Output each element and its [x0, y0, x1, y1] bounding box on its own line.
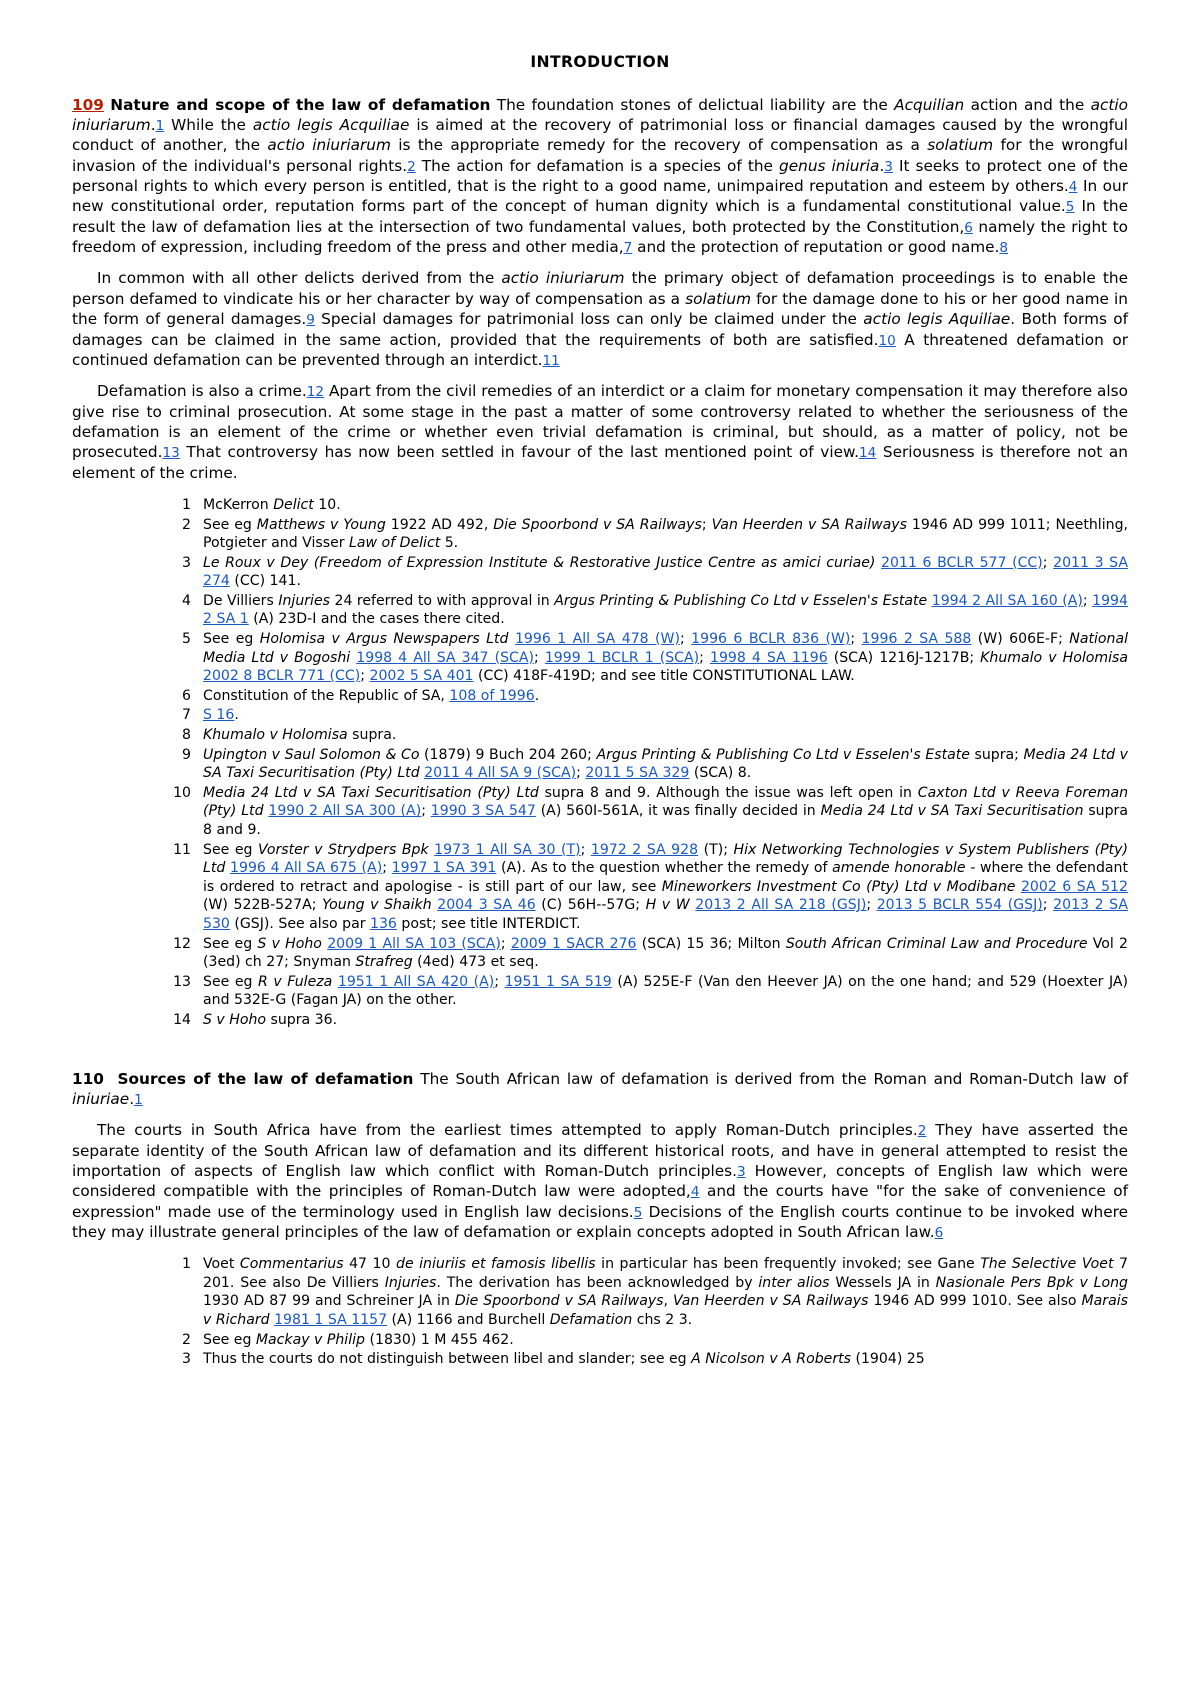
footnote-ref-5[interactable]: 5	[633, 1204, 643, 1221]
citation-link[interactable]: 2011 5 SA 329	[585, 765, 690, 782]
footnote-ref-1[interactable]: 1	[134, 1091, 143, 1108]
citation-link[interactable]: 1996 4 All SA 675 (A)	[230, 860, 383, 877]
section-110-paragraph-1	[72, 1069, 1128, 1110]
footnote-item	[157, 592, 1128, 629]
footnote-ref-12[interactable]: 12	[306, 384, 325, 401]
citation-link[interactable]: 2004 3 SA 46	[437, 897, 536, 914]
footnote-number: 8	[182, 727, 191, 744]
citation-link[interactable]: 1999 1 BCLR 1 (SCA)	[544, 649, 700, 666]
footnote-text: De Villiers Injuries 24 referred to with approval in Argus Printing & Publishing Co Ltd v Esselen's Estate 1994 2 All SA 160 (A); 1994 2 SA 1 (A) 23D-I and the cases there cited.	[203, 592, 1128, 628]
footnote-text: See eg R v Fuleza 1951 1 All SA 420 (A); 1951 1 SA 519 (A) 525E-F (Van den Heever JA) on the one hand; and 529 (Hoexter JA) and 532E-G (Fagan JA) on the other.	[203, 973, 1128, 1009]
footnote-number: 1	[182, 496, 191, 513]
citation-link[interactable]: 1951 1 SA 519	[504, 973, 612, 990]
footnote-item	[157, 516, 1128, 553]
citation-link[interactable]: 2013 2 SA 530	[203, 897, 1129, 932]
section-110-paragraph-2: The courts in South Africa have from the earliest times attempted to apply Roman-Dutch principles.2 They have asserted the separate identity of the South African law of defamation and its different historical roots, and have in general attempted to resist the importation of aspects of English law which conflict with Roman-Dutch principles.3 However, concepts of English law which were considered compatible with the principles of Roman-Dutch law were adopted,4 and the courts have "for the sake of convenience of expression" made use of the terminology used in English law decisions.5 Decisions of the English courts continue to be invoked where they may illustrate general principles of the law of defamation or explain concepts adopted in South African law.6	[72, 1121, 1129, 1241]
footnote-number: 14	[173, 1011, 191, 1028]
footnote-text: See eg Vorster v Strydpers Bpk 1973 1 All SA 30 (T); 1972 2 SA 928 (T); Hix Networking Technologies v System Publishers (Pty) Ltd 1996 4 All SA 675 (A); 1997 1 SA 391 (A). As to the question whether the remedy of amende honorable - where the defendant is ordered to retract and apologise - is still part of our law, see Mineworkers Investment Co (Pty) Ltd v Modibane 2002 6 SA 512 (W) 522B-527A; Young v Shaikh 2004 3 SA 46 (C) 56H--57G; H v W 2013 2 All SA 218 (GSJ); 2013 5 BCLR 554 (GSJ); 2013 2 SA 530 (GSJ). See also par 136 post; see title INTERDICT.	[203, 841, 1129, 932]
footnote-ref-3[interactable]: 3	[884, 158, 893, 175]
footnote-text: See eg Holomisa v Argus Newspapers Ltd 1996 1 All SA 478 (W); 1996 6 BCLR 836 (W); 1996 2 SA 588 (W) 606E-F; National Media Ltd v Bogoshi 1998 4 All SA 347 (SCA); 1999 1 BCLR 1 (SCA); 1998 4 SA 1196 (SCA) 1216J-1217B; Khumalo v Holomisa 2002 8 BCLR 771 (CC); 2002 5 SA 401 (CC) 418F-419D; and see title CONSTITUTIONAL LAW.	[203, 631, 1129, 685]
section-110-number: 110	[72, 1069, 104, 1088]
footnote-item	[157, 726, 1128, 745]
citation-link[interactable]: 2013 2 All SA 218 (GSJ)	[695, 897, 867, 914]
footnote-text: Khumalo v Holomisa supra.	[203, 727, 397, 744]
footnote-text: Le Roux v Dey (Freedom of Expression Institute & Restorative Justice Centre as amici curiae) 2011 6 BCLR 577 (CC); 2011 3 SA 274 (CC) 141.	[203, 554, 1129, 590]
footnote-item	[157, 1331, 1128, 1350]
section-divider-space	[72, 1031, 1128, 1069]
citation-link[interactable]: 2002 6 SA 512	[1020, 878, 1128, 895]
footnote-ref-13[interactable]: 13	[162, 445, 180, 462]
citation-link[interactable]: S 16	[203, 707, 235, 724]
footnote-text: Constitution of the Republic of SA, 108 of 1996.	[203, 687, 540, 704]
footnote-number: 6	[182, 687, 191, 704]
citation-link[interactable]: 1996 2 SA 588	[861, 631, 972, 648]
page-title: INTRODUCTION	[530, 53, 670, 71]
citation-link[interactable]: 1996 6 BCLR 836 (W)	[691, 631, 851, 648]
footnote-number: 7	[182, 707, 191, 724]
footnote-item	[157, 1255, 1128, 1329]
footnote-number: 3	[182, 554, 191, 571]
footnote-ref-4[interactable]: 4	[1068, 179, 1078, 196]
section-110-body-1: The South African law of defamation is derived from the Roman and Roman-Dutch law of iniuriae.1	[72, 1069, 1128, 1108]
footnote-item	[157, 630, 1128, 686]
footnote-number: 2	[182, 1331, 191, 1348]
footnote-text: S v Hoho supra 36.	[203, 1011, 338, 1028]
citation-link[interactable]: 1990 2 All SA 300 (A)	[268, 803, 422, 820]
footnote-number: 13	[173, 973, 191, 990]
footnote-item	[157, 935, 1128, 972]
section-109-heading: Nature and scope of the law of defamation	[110, 95, 491, 114]
citation-link[interactable]: 2002 5 SA 401	[369, 668, 474, 685]
footnote-ref-11[interactable]: 11	[542, 352, 560, 369]
section-109-paragraph-1	[72, 95, 1128, 258]
section-109-body-1: The foundation stones of delictual liability are the Acquilian action and the actio iniuriarum.1 While the actio legis Acquiliae is aimed at the recovery of patrimonial loss or financial damages caused by the wrongful conduct of another, the actio iniuriarum is the appropriate remedy for the recovery of compensation as a solatium for the wrongful invasion of the individual's personal rights.2 The action for defamation is a species of the genus iniuria.3 It seeks to protect one of the personal rights to which every person is entitled, that is the right to a good name, unimpaired reputation and esteem by others.4 In our new constitutional order, reputation forms part of the concept of human dignity which is a fundamental constitutional value.5 In the result the law of defamation lies at the intersection of two fundamental values, both protected by the Constitution,6 namely the right to freedom of expression, including freedom of the press and other media,7 and the protection of reputation or good name.8	[72, 95, 1128, 257]
footnote-text: S 16.	[203, 707, 239, 724]
section-110-footnotes	[72, 1255, 1128, 1369]
footnote-ref-5[interactable]: 5	[1065, 199, 1075, 216]
footnote-ref-6[interactable]: 6	[934, 1224, 944, 1241]
footnote-item	[157, 687, 1128, 706]
citation-link[interactable]: 1981 1 SA 1157	[274, 1312, 388, 1329]
footnote-item	[157, 496, 1128, 515]
citation-link[interactable]: 1951 1 All SA 420 (A)	[337, 973, 495, 990]
footnote-text: Thus the courts do not distinguish between libel and slander; see eg A Nicolson v A Roberts (1904) 25	[203, 1351, 925, 1368]
footnote-ref-14[interactable]: 14	[858, 445, 877, 462]
footnote-ref-8[interactable]: 8	[999, 240, 1009, 257]
footnote-number: 10	[173, 784, 191, 801]
footnote-item	[157, 1011, 1128, 1030]
citation-link[interactable]: 108 of 1996	[449, 687, 535, 704]
footnote-text: See eg Matthews v Young 1922 AD 492, Die Spoorbond v SA Railways; Van Heerden v SA Railways 1946 AD 999 1011; Neethling, Potgieter and Visser Law of Delict 5.	[203, 516, 1128, 552]
citation-link[interactable]: 1997 1 SA 391	[391, 860, 497, 877]
footnote-ref-3[interactable]: 3	[736, 1163, 746, 1180]
footnote-ref-4[interactable]: 4	[690, 1184, 700, 1201]
footnote-ref-2[interactable]: 2	[407, 158, 416, 175]
citation-link[interactable]: 1994 2 All SA 160 (A)	[931, 592, 1083, 609]
citation-link[interactable]: 1972 2 SA 928	[590, 841, 699, 858]
citation-link[interactable]: 2013 5 BCLR 554 (GSJ)	[876, 897, 1043, 914]
citation-link[interactable]: 1994 2 SA 1	[203, 592, 1128, 628]
footnote-number: 2	[182, 516, 191, 533]
footnote-item	[157, 973, 1128, 1010]
citation-link[interactable]: 2011 6 BCLR 577 (CC)	[881, 554, 1043, 571]
footnote-text: Upington v Saul Solomon & Co (1879) 9 Buch 204 260; Argus Printing & Publishing Co Ltd v Esselen's Estate supra; Media 24 Ltd v SA Taxi Securitisation (Pty) Ltd 2011 4 All SA 9 (SCA); 2011 5 SA 329 (SCA) 8.	[203, 746, 1129, 782]
citation-link[interactable]: 136	[370, 915, 397, 932]
footnote-item	[157, 554, 1128, 591]
footnote-ref-2[interactable]: 2	[917, 1123, 927, 1140]
footnote-text: Voet Commentarius 47 10 de iniuriis et famosis libellis in particular has been frequently invoked; see Gane The Selective Voet 7 201. See also De Villiers Injuries. The derivation has been acknowledged by inter alios Wessels JA in Nasionale Pers Bpk v Long 1930 AD 87 99 and Schreiner JA in Die Spoorbond v SA Railways, Van Heerden v SA Railways 1946 AD 999 1010. See also Marais v Richard 1981 1 SA 1157 (A) 1166 and Burchell Defamation chs 2 3.	[203, 1256, 1128, 1329]
footnote-ref-10[interactable]: 10	[878, 332, 896, 349]
citation-link[interactable]: 2011 3 SA 274	[203, 554, 1129, 590]
citation-link[interactable]: 2009 1 All SA 103 (SCA)	[327, 935, 501, 952]
footnote-ref-1[interactable]: 1	[155, 118, 165, 135]
citation-link[interactable]: 2002 8 BCLR 771 (CC)	[203, 668, 361, 685]
footnote-item	[157, 706, 1128, 725]
footnote-text: Media 24 Ltd v SA Taxi Securitisation (Pty) Ltd supra 8 and 9. Although the issue was left open in Caxton Ltd v Reeva Foreman (Pty) Ltd 1990 2 All SA 300 (A); 1990 3 SA 547 (A) 560I-561A, it was finally decided in Media 24 Ltd v SA Taxi Securitisation supra 8 and 9.	[203, 784, 1129, 839]
citation-link[interactable]: 2009 1 SACR 276	[510, 935, 637, 952]
citation-link[interactable]: 1990 3 SA 547	[430, 803, 536, 820]
section-109-paragraph-2: In common with all other delicts derived from the actio iniuriarum the primary object of defamation proceedings is to enable the person defamed to vindicate his or her character by way of compensation as a solatium for the damage done to his or her good name in the form of general damages.9 Special damages for patrimonial loss can only be claimed under the actio legis Aquiliae. Both forms of damages can be claimed in the same action, provided that the requirements of both are satisfied.10 A threatened defamation or continued defamation can be prevented through an interdict.11	[72, 269, 1128, 369]
footnote-ref-7[interactable]: 7	[623, 240, 633, 257]
footnote-item	[157, 784, 1128, 840]
section-109-footnotes	[72, 496, 1128, 1030]
footnote-item	[157, 1350, 1128, 1369]
section-109-number: 109	[72, 95, 104, 114]
footnote-number: 5	[182, 631, 191, 648]
footnote-text: See eg S v Hoho 2009 1 All SA 103 (SCA); 2009 1 SACR 276 (SCA) 15 36; Milton South African Criminal Law and Procedure Vol 2 (3ed) ch 27; Snyman Strafreg (4ed) 473 et seq.	[203, 935, 1129, 971]
section-110-heading: Sources of the law of defamation	[117, 1069, 414, 1088]
citation-link[interactable]: 2011 4 All SA 9 (SCA)	[424, 765, 577, 782]
footnote-number: 12	[173, 935, 191, 952]
footnote-text: See eg Mackay v Philip (1830) 1 M 455 462.	[203, 1331, 514, 1348]
citation-link[interactable]: 1973 1 All SA 30 (T)	[434, 841, 581, 858]
footnote-number: 11	[173, 841, 191, 858]
footnote-item	[157, 746, 1128, 783]
citation-link[interactable]: 1998 4 All SA 347 (SCA)	[356, 649, 535, 666]
footnote-number: 1	[182, 1256, 191, 1273]
footnote-number: 4	[182, 592, 191, 609]
citation-link[interactable]: 1998 4 SA 1196	[709, 649, 828, 666]
footnote-item	[157, 841, 1128, 934]
footnote-ref-6[interactable]: 6	[964, 219, 973, 236]
footnote-number: 9	[182, 746, 191, 763]
section-109-paragraph-3: Defamation is also a crime.12 Apart from the civil remedies of an interdict or a claim for monetary compensation it may therefore also give rise to criminal prosecution. At some stage in the past a matter of some controversy related to whether the seriousness of the defamation is an element of the crime or whether even trivial defamation is criminal, but should, as a matter of policy, not be prosecuted.13 That controversy has now been settled in favour of the last mentioned point of view.14 Seriousness is therefore not an element of the crime.	[72, 382, 1128, 482]
footnote-number: 3	[182, 1351, 191, 1368]
footnote-ref-9[interactable]: 9	[306, 312, 315, 329]
footnote-text: McKerron Delict 10.	[203, 496, 341, 513]
citation-link[interactable]: 1996 1 All SA 478 (W)	[514, 631, 680, 648]
